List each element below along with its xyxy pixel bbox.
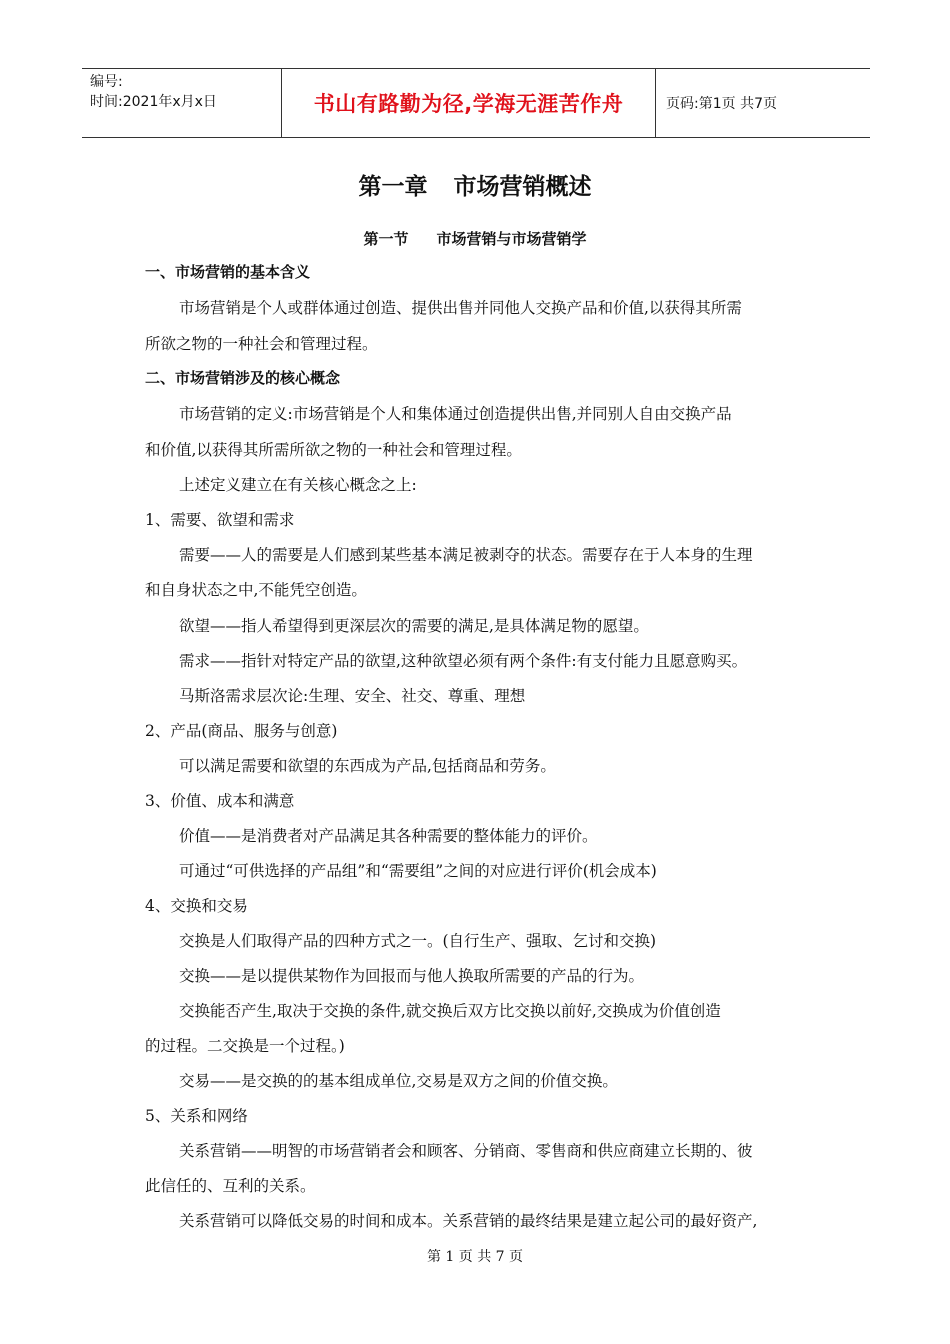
header-motto-cell: [282, 69, 656, 137]
paragraph-line: 需要——人的需要是人们感到某些基本满足被剥夺的状态。需要存在于人本身的生理: [179, 546, 753, 564]
paragraph-line: 交易——是交换的的基本组成单位,交易是双方之间的价值交换。: [179, 1072, 618, 1090]
paragraph-line: 和价值,以获得其所需所欲之物的一种社会和管理过程。: [145, 441, 522, 459]
paragraph-line: 的过程。二交换是一个过程。): [145, 1037, 345, 1055]
time-label: 时间:2021年x月x日: [90, 94, 217, 110]
section-name: 市场营销与市场营销学: [436, 230, 587, 248]
subheading-relationships: 5、关系和网络: [145, 1107, 248, 1125]
page-info: 页码:第1页 共7页: [666, 96, 777, 112]
heading-basic-meaning: 一、市场营销的基本含义: [145, 263, 311, 281]
number-label: 编号:: [90, 74, 123, 90]
paragraph-line: 关系营销可以降低交易的时间和成本。关系营销的最终结果是建立起公司的最好资产,: [179, 1212, 758, 1230]
header-table: [82, 68, 870, 138]
paragraph-line: 交换能否产生,取决于交换的条件,就交换后双方比交换以前好,交换成为价值创造: [179, 1002, 721, 1020]
paragraph-line: 所欲之物的一种社会和管理过程。: [145, 335, 378, 353]
paragraph-line: 交换——是以提供某物作为回报而与他人换取所需要的产品的行为。: [179, 967, 645, 985]
subheading-products: 2、产品(商品、服务与创意): [145, 722, 338, 740]
section-title: [0, 228, 950, 249]
chapter-number: 第一章: [358, 174, 428, 200]
paragraph-line: 和自身状态之中,不能凭空创造。: [145, 581, 367, 599]
paragraph-line: 市场营销是个人或群体通过创造、提供出售并同他人交换产品和价值,以获得其所需: [179, 299, 742, 317]
motto-text: 书山有路勤为径,学海无涯苦作舟: [313, 92, 624, 116]
paragraph-line: 价值——是消费者对产品满足其各种需要的整体能力的评价。: [179, 827, 598, 845]
paragraph-line: 此信任的、互利的关系。: [145, 1177, 316, 1195]
chapter-title: [0, 168, 950, 201]
paragraph-line: 欲望——指人希望得到更深层次的需要的满足,是具体满足物的愿望。: [179, 617, 649, 635]
paragraph-line: 市场营销的定义:市场营销是个人和集体通过创造提供出售,并同别人自由交换产品: [179, 405, 732, 423]
paragraph-line: 可以满足需要和欲望的东西成为产品,包括商品和劳务。: [179, 757, 556, 775]
subheading-needs: 1、需要、欲望和需求: [145, 511, 295, 529]
paragraph-line: 关系营销——明智的市场营销者会和顾客、分销商、零售商和供应商建立长期的、彼: [179, 1142, 753, 1160]
paragraph-line: 需求——指针对特定产品的欲望,这种欲望必须有两个条件:有支付能力且愿意购买。: [179, 652, 748, 670]
header-info-cell: [82, 69, 282, 137]
section-number: 第一节: [363, 230, 409, 248]
page-footer: 第 1 页 共 7 页: [426, 1249, 524, 1265]
subheading-value: 3、价值、成本和满意: [145, 792, 295, 810]
heading-core-concepts: 二、市场营销涉及的核心概念: [145, 369, 341, 387]
subheading-exchange: 4、交换和交易: [145, 897, 248, 915]
paragraph-line: 马斯洛需求层次论:生理、安全、社交、尊重、理想: [179, 687, 526, 705]
chapter-name: 市场营销概述: [453, 174, 592, 200]
header-page-cell: [656, 69, 870, 137]
paragraph-line: 交换是人们取得产品的四种方式之一。(自行生产、强取、乞讨和交换): [179, 932, 657, 950]
paragraph-line: 可通过“可供选择的产品组”和“需要组”之间的对应进行评价(机会成本): [179, 862, 657, 880]
paragraph-line: 上述定义建立在有关核心概念之上:: [179, 476, 417, 494]
